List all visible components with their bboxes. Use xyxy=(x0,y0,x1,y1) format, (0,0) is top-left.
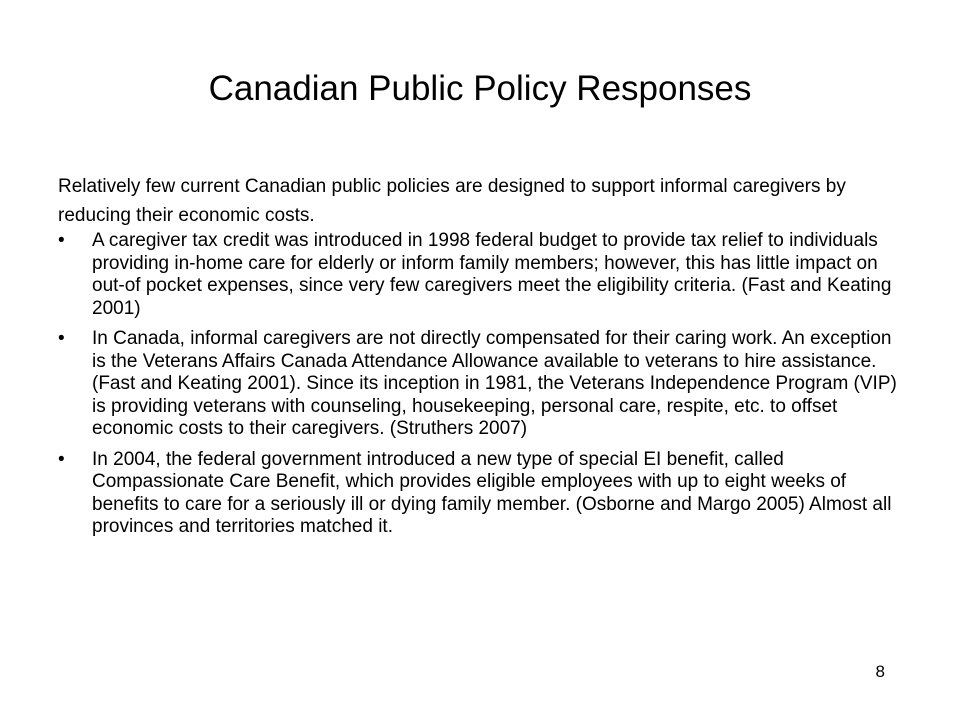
bullet-icon: • xyxy=(58,230,65,251)
bullet-list xyxy=(58,230,908,547)
page-number: 8 xyxy=(875,662,885,681)
bullet-text: In 2004, the federal government introduced a new type of special EI benefit, called Compassionate Care Benefit, which provides eligible employees with up to eight weeks of benefits to care for a seriously ill or dying family member. (Osborne and Margo 2005) Almost all provinces and territories matched it. xyxy=(92,448,892,537)
bullet-text: A caregiver tax credit was introduced in 1998 federal budget to provide tax relief to individuals providing in-home care for elderly or inform family members; however, this has little impact on out-of pocket expenses, since very few caregivers meet the eligibility criteria. (Fast and Keating 2001) xyxy=(92,230,892,319)
intro-paragraph: Relatively few current Canadian public policies are designed to support informal caregivers by reducing their economic costs. xyxy=(58,176,846,226)
bullet-item-tax-credit xyxy=(58,230,908,320)
bullet-icon: • xyxy=(58,328,65,349)
slide-title: Canadian Public Policy Responses xyxy=(208,69,752,108)
bullet-text: In Canada, informal caregivers are not directly compensated for their caring work. An exception is the Veterans Affairs Canada Attendance Allowance available to veterans to hire assistance. (Fast and Keating 2001). Since its inception in 1981, the Veterans Independence Program (VIP) is providing veterans with counseling, housekeeping, personal care, respite, etc. to offset economic costs to their caregivers. (Struthers 2007) xyxy=(92,328,897,439)
bullet-item-compassionate-care xyxy=(58,449,908,539)
bullet-icon: • xyxy=(58,448,65,470)
bullet-item-veterans xyxy=(58,328,908,441)
